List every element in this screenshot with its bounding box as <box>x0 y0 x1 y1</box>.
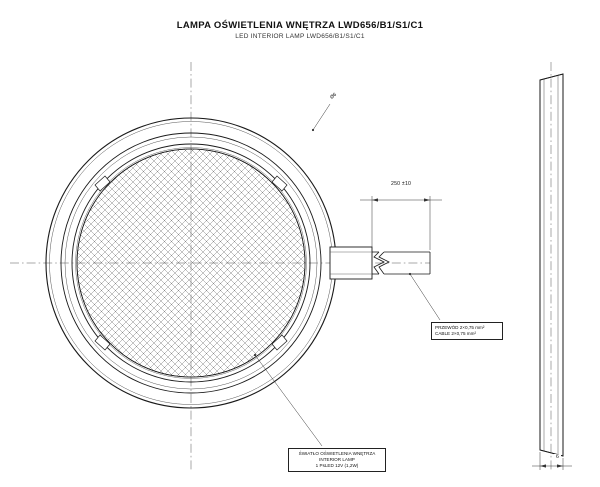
lamp-callout-line-1: ŚWIATŁO OŚWIETLENIA WNĘTRZA <box>298 451 376 456</box>
lamp-callout-line-2: INTERIOR LAMP <box>319 457 355 462</box>
thickness-dimension <box>532 452 572 470</box>
lamp-callout-leader <box>254 354 322 446</box>
diameter-leader <box>312 104 330 131</box>
diameter-note: Ø6 <box>329 91 338 101</box>
lamp-callout-box <box>288 448 386 472</box>
thickness-label: 6 <box>556 454 560 460</box>
cable-callout-line-1: PRZEWÓD 2×0,75 mm² <box>435 325 485 330</box>
cable-callout-leader <box>409 273 440 320</box>
lamp-side-view <box>540 74 563 456</box>
title-main: LAMPA OŚWIETLENIA WNĘTRZA LWD656/B1/S1/C1 <box>176 20 424 31</box>
cable-callout-line-2: CABLE 2×0,75 mm² <box>435 331 476 336</box>
title-sub: LED INTERIOR LAMP LWD656/B1/S1/C1 <box>235 33 365 40</box>
lamp-callout-line-3: 1 PsLED 12V (1,2W) <box>315 463 359 468</box>
cable-length-label: 250 ±10 <box>391 181 412 187</box>
cable-length-dimension <box>360 196 442 250</box>
cable-callout-box <box>431 322 503 340</box>
